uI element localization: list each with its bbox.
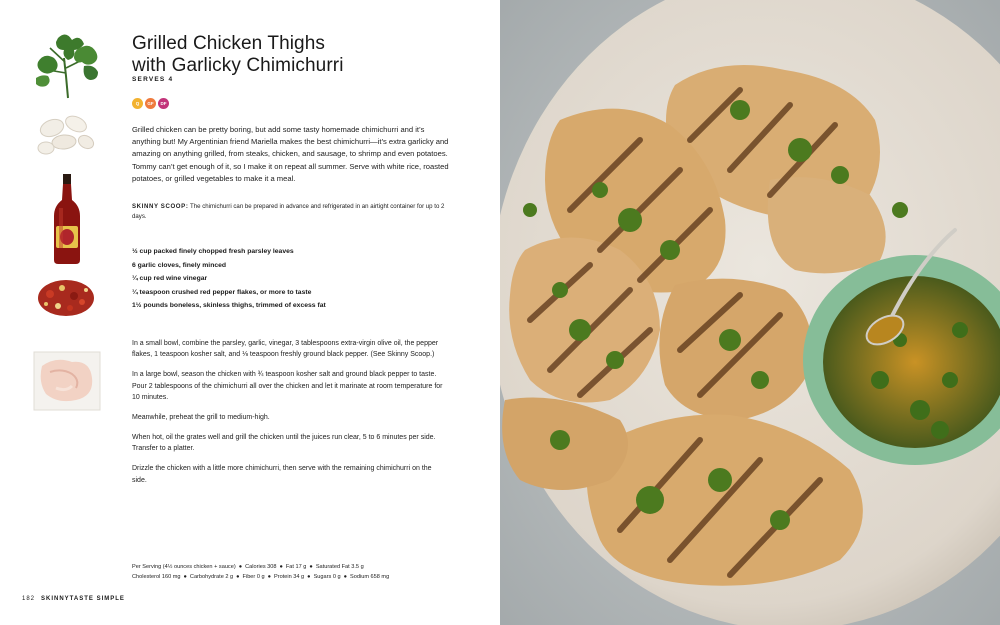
nutrition-sodium: Sodium 658 mg [350, 574, 390, 581]
parsley-icon [28, 28, 108, 100]
nutrition-serving: Per Serving (4½ ounces chicken + sauce) [132, 564, 236, 570]
raw-chicken-icon [32, 348, 102, 412]
recipe-steps [132, 338, 448, 495]
page-number: 182 [22, 596, 36, 602]
ingredient-list [132, 245, 452, 313]
pepper-flakes-icon [36, 276, 96, 318]
nutrition-fat: Fat 17 g [285, 564, 307, 570]
step-paragraph: When hot, oil the grates well and grill the chicken until the juices run clear, 5 to 6 minutes per side. Transfer to a platter. [132, 433, 436, 453]
page-footer [22, 596, 125, 602]
nutrition-cholesterol: Cholesterol 160 mg [132, 574, 181, 581]
gluten-free-badge: GF [145, 98, 156, 109]
ingredient-item: 1½ pounds boneless, skinless thighs, trimmed of excess fat [132, 302, 326, 310]
ingredient-illustrations [20, 0, 115, 625]
step-paragraph: Drizzle the chicken with a little more chimichurri, then serve with the remaining chimichurri on the side. [132, 465, 432, 484]
skinny-scoop [132, 202, 450, 221]
ingredient-item: ¼ teaspoon crushed red pepper flakes, or more to taste [132, 288, 312, 296]
step-paragraph: In a small bowl, combine the parsley, garlic, vinegar, 3 tablespoons extra-virgin olive oil, the pepper flakes, 1 teaspoon kosher salt, and ⅛ teaspoon freshly ground black pepper. (See Skinny Scoop.) [132, 340, 439, 359]
recipe-title-line2: with Garlicky Chimichurri [132, 55, 344, 76]
recipe-intro: Grilled chicken can be pretty boring, but add some tasty homemade chimichurri and it’s anything but! My Argentinian friend Mariella makes the best chimichurri—it’s extra garlicky and amazing on anything grilled, from steaks, chicken, and sausage, to shrimp and even potatoes. Tommy can’t get enough of it, so I make it on repeat all summer. Serve with white rice, roasted potatoes, or grilled vegetables to make it a meal. [132, 125, 449, 183]
step-paragraph: In a large bowl, season the chicken with ¾ teaspoon kosher salt and ground black pepper to taste. Pour 2 tablespoons of the chimichurri all over the chicken and let it marinate at room temperature for 10 minutes. [132, 371, 443, 402]
nutrition-line-2: Cholesterol 160 mg ● Carbohydrate 2 g ● Fiber 0 g ● Protein 34 g ● Sugars 0 g ● Sodium 658 mg [132, 574, 390, 581]
dairy-free-badge: DF [158, 98, 169, 109]
ingredient-item: 6 garlic cloves, finely minced [132, 261, 227, 269]
nutrition-fiber: Fiber 0 g [242, 574, 265, 581]
diet-badges [132, 98, 169, 109]
nutrition-info [132, 562, 389, 583]
garlic-icon [34, 108, 98, 158]
nutrition-carbohydrate: Carbohydrate 2 g [189, 574, 234, 581]
nutrition-sugars: Sugars 0 g [313, 574, 341, 581]
serves-label: SERVES 4 [132, 76, 174, 83]
nutrition-calories: Calories 308 [245, 564, 277, 570]
nutrition-saturated-fat: Saturated Fat 3.5 g [315, 564, 364, 570]
ingredient-item: ½ cup packed finely chopped fresh parsley leaves [132, 248, 294, 255]
grilled-chicken-photo [500, 0, 1000, 625]
recipe-title-line1: Grilled Chicken Thighs [132, 33, 325, 54]
ingredient-item: ¼ cup red wine vinegar [132, 275, 208, 283]
skinny-scoop-label: SKINNY SCOOP: [132, 203, 189, 210]
book-title: SKINNYTASTE SIMPLE [41, 596, 125, 602]
skinny-scoop-text: The chimichurri can be prepared in advance and refrigerated in an airtight container for up to 2 days. [132, 203, 445, 220]
recipe-title [132, 33, 344, 77]
nutrition-line-1: Per Serving (4½ ounces chicken + sauce) ● Calories 308 ● Fat 17 g ● Saturated Fat 3.5 g [132, 564, 364, 570]
vinegar-bottle-icon [50, 174, 84, 264]
right-page-photo [500, 0, 1000, 625]
step-paragraph: Meanwhile, preheat the grill to medium-high. [132, 414, 270, 422]
quick-badge: Q [132, 98, 143, 109]
nutrition-protein: Protein 34 g [274, 574, 305, 581]
